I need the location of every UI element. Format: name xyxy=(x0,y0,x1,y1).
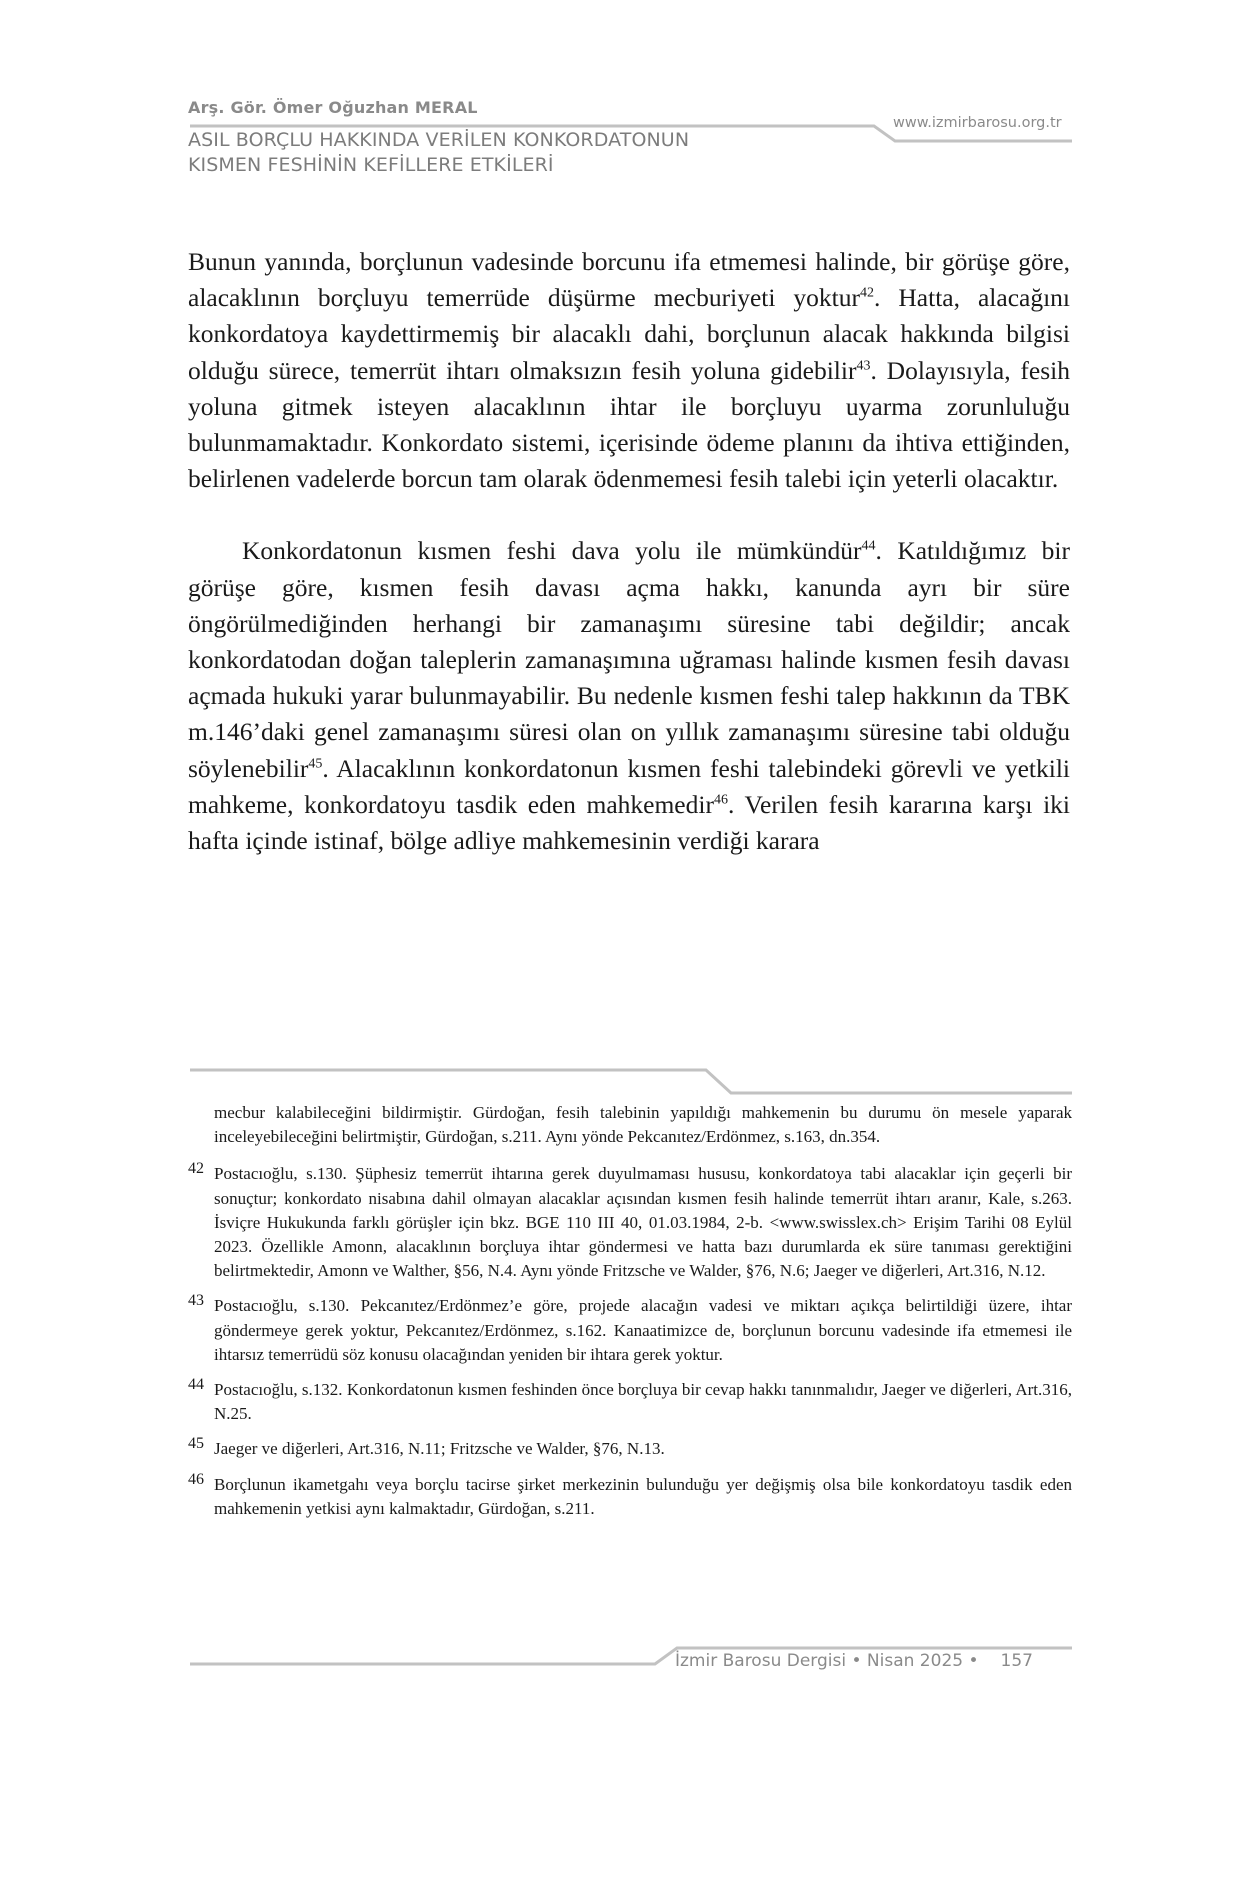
paragraph-2-text: . Verilen fesih kararına karşı iki hafta içinde istinaf, bölge adliye mahkemesinin verdiği karara xyxy=(188,789,1070,856)
footnote-text: Postacıoğlu, s.132. Konkordatonun kısmen feshinden önce borçluya bir cevap hakkı tanınmalıdır, Jaeger ve diğerleri, Art.316, N.25. xyxy=(214,1380,1072,1424)
paragraph-1-text: Bunun yanında, borçlunun vadesinde borcunu ifa etmemesi halinde, bir görüşe göre, alacaklının borçluyu temerrüde düşürme mecburiyeti yoktur xyxy=(188,247,1070,313)
website-url: www.izmirbarosu.org.tr xyxy=(893,115,1062,131)
paragraph-1-text: . Hatta, alacağını konkordatoya kaydettirmemiş bir alacaklı dahi, borçlunun alacak hakkında bilgisi olduğu sürece, temerrüt ihtarı olmaksızın fesih yoluna gidebilir xyxy=(188,283,1070,385)
paragraph-1-text: . Dolayısıyla, fesih yoluna gitmek isteyen alacaklının ihtar ile borçluyu uyarma zorunluluğu bulunmamaktadır. Konkordato sistemi, içerisinde ödeme planını da ihtiva ettiğinden, belirlenen vadelerde borcun tam olarak ödenmemesi fesih talebi için yeterli olacaktır. xyxy=(188,355,1070,494)
footnote-42 xyxy=(188,1160,1072,1283)
footnote-number: 43 xyxy=(188,1292,204,1310)
paragraph-2 xyxy=(188,533,1070,859)
footnote-ref-46[interactable]: 46 xyxy=(713,792,728,808)
author-name: Arş. Gör. Ömer Oğuzhan MERAL xyxy=(188,98,478,117)
footnote-text: Postacıoğlu, s.130. Şüphesiz temerrüt ihtarına gerek duyulmaması hususu, konkordatoya tabi alacaklar için geçerli bir sonuçtur; konkordato nisabına dahil olmayan alacaklar açısından kısmen fesih halinde temerrüt ihtarı aranır, Kale, s.263. İsviçre Hukukunda farklı görüşler için bkz. BGE 110 III 40, 01.03.1984, 2-b. <www.swisslex.ch> Erişim Tarihi 08 Eylül 2023. Özellikle Amonn, alacaklının borçluya ihtar göndermesi ve hatta bazı durumlarda ek süre tanıması gerektiğini belirtmektedir, Amonn ve Walther, §56, N.4. Aynı yönde Fritzsche ve Walder, §76, N.6; Jaeger ve diğerleri, Art.316, N.12. xyxy=(214,1164,1072,1281)
article-title xyxy=(188,128,689,178)
footnotes xyxy=(188,1101,1072,1532)
body-text xyxy=(188,244,1070,859)
footnote-ref-44[interactable]: 44 xyxy=(861,538,876,554)
footnote-ref-42[interactable]: 42 xyxy=(860,285,875,301)
journal-name: İzmir Barosu Dergisi • Nisan 2025 • xyxy=(675,1651,979,1671)
footnote-number: 45 xyxy=(188,1435,204,1453)
article-title-line-2: KISMEN FESHİNİN KEFİLLERE ETKİLERİ xyxy=(188,154,554,176)
footnote-text: Postacıoğlu, s.130. Pekcanıtez/Erdönmez’e göre, projede alacağın vadesi ve miktarı açıkça belirtildiği üzere, ihtar göndermeye gerek yoktur, Pekcanıtez/Erdönmez, s.162. Kanaatimizce de, borçlunun borcunu vadesinde ifa etmemesi ile ihtarsız temerrüdü söz konusu olacağından yeniden bir ihtara gerek yoktur. xyxy=(214,1296,1072,1364)
footnote-separator xyxy=(190,1070,1072,1093)
running-footer xyxy=(675,1651,1033,1671)
footnote-ref-45[interactable]: 45 xyxy=(308,756,323,772)
footnote-text: Borçlunun ikametgahı veya borçlu tacirse şirket merkezinin bulunduğu yer değişmiş olsa bile konkordatoyu tasdik eden mahkemenin yetkisi aynı kalmaktadır, Gürdoğan, s.211. xyxy=(214,1474,1072,1518)
article-title-line-1: ASIL BORÇLU HAKKINDA VERİLEN KONKORDATONUN xyxy=(188,129,690,151)
footnote-number: 42 xyxy=(188,1160,204,1178)
footnote-number: 44 xyxy=(188,1376,204,1394)
paragraph-2-text: Konkordatonun kısmen feshi dava yolu ile mümkündür xyxy=(242,536,862,566)
footnote-continuation: mecbur kalabileceğini bildirmiştir. Gürdoğan, fesih talebinin yapıldığı mahkemenin bu durumu ön mesele yaparak inceleyebileceğini belirtmiştir, Gürdoğan, s.211. Aynı yönde Pekcanıtez/Erdönmez, s.163, dn.354. xyxy=(214,1103,1072,1147)
footnote-text: Jaeger ve diğerleri, Art.316, N.11; Fritzsche ve Walder, §76, N.13. xyxy=(214,1439,665,1459)
footnote-43 xyxy=(188,1292,1072,1367)
footnote-number: 46 xyxy=(188,1470,204,1488)
paragraph-2-text: . Katıldığımız bir görüşe göre, kısmen fesih davası açma hakkı, kanunda ayrı bir süre öngörülmediğinden herhangi bir zamanaşımı süresine tabi değildir; ancak konkordatodan doğan taleplerin zamanaşımına uğraması halinde kısmen fesih davası açmada hukuki yarar bulunmayabilir. Bu nedenle kısmen feshi talep hakkının da TBK m.146’daki genel zamanaşımı süresi olan on yıllık zamanaşımı süresine tabi olduğu söylenebilir xyxy=(188,536,1070,783)
paragraph-1 xyxy=(188,244,1070,497)
footnote-ref-43[interactable]: 43 xyxy=(856,358,871,374)
page-number: 157 xyxy=(1000,1651,1033,1671)
paragraph-2-text: . Alacaklının konkordatonun kısmen feshi talebindeki görevli ve yetkili mahkeme, konkordatoyu tasdik eden mahkemedir xyxy=(188,753,1070,819)
footnote-44 xyxy=(188,1376,1072,1426)
footnote-46 xyxy=(188,1470,1072,1521)
footnote-45 xyxy=(188,1435,1072,1461)
